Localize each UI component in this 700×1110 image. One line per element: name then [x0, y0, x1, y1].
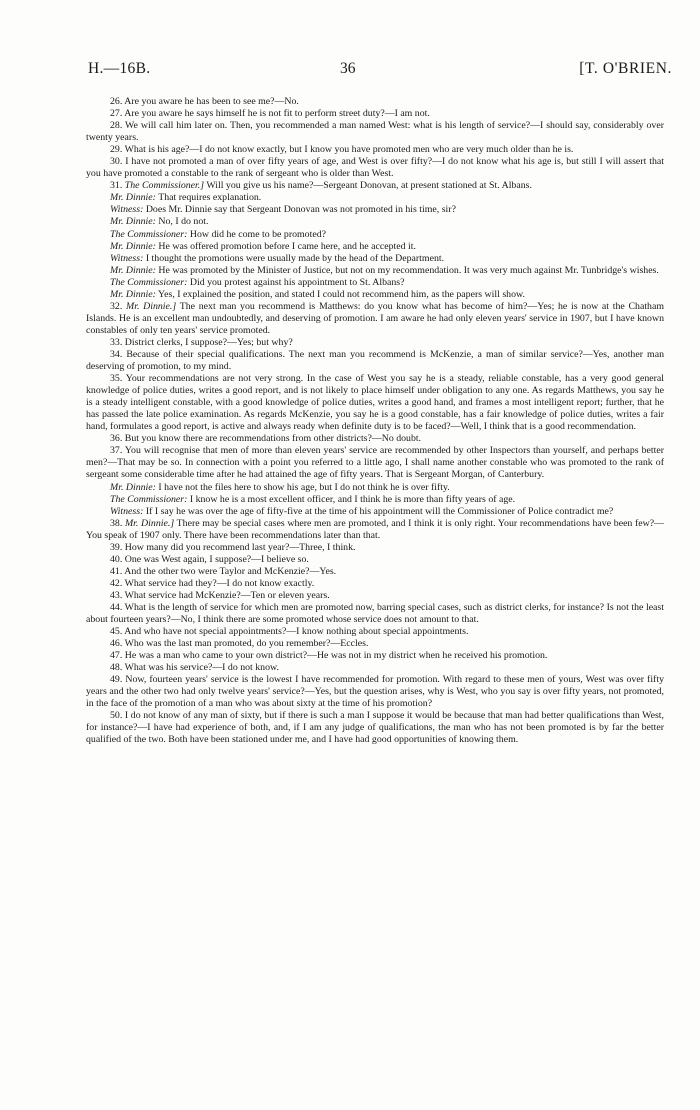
paragraph-text: 48. What was his service?—I do not know. [110, 662, 279, 674]
speaker-label: Mr. Dinnie: [110, 216, 156, 228]
paragraph-text: 45. And who have not special appointments?—I know nothing about special appointments. [110, 626, 469, 638]
page-header [88, 60, 672, 80]
transcript-paragraph [86, 518, 664, 542]
paragraph-text: 44. What is the length of service for which men are promoted now, barring special cases, such as district clerks, for instance? Is not the least about fourteen years?—No, I think there are some promoted whose service does not amount to that. [86, 601, 664, 626]
transcript-paragraph [86, 241, 664, 253]
paragraph-text: No, I do not. [155, 216, 209, 228]
transcript-paragraph [86, 373, 664, 433]
paragraph-text: 40. One was West again, I suppose?—I believe so. [110, 553, 309, 565]
transcript-paragraph [86, 578, 664, 590]
paragraph-text: 36. But you know there are recommendations from other districts?—No doubt. [110, 433, 422, 445]
speaker-label: Witness: [110, 204, 144, 216]
transcript-paragraph [86, 506, 664, 518]
transcript-paragraph [86, 229, 664, 241]
transcript-paragraph [86, 337, 664, 349]
transcript-paragraph [86, 265, 664, 277]
paragraph-text: He was promoted by the Minister of Justice, but not on my recommendation. It was very much against Mr. Tunbridge's wishes. [155, 264, 659, 276]
question-number: 32. [110, 300, 127, 312]
transcript-paragraph [86, 710, 664, 746]
paragraph-text: 46. Who was the last man promoted, do you remember?—Eccles. [110, 638, 369, 650]
transcript-paragraph [86, 482, 664, 494]
speaker-label: Mr. Dinnie: [110, 264, 156, 276]
speaker-label: Mr. Dinnie: [110, 288, 156, 300]
transcript-body [86, 96, 664, 747]
paragraph-text: 29. What is his age?—I do not know exactly, but I know you have promoted men who are very much older than he is. [110, 144, 574, 156]
paragraph-text: I thought the promotions were usually made by the head of the Department. [143, 252, 445, 264]
transcript-paragraph [86, 445, 664, 481]
transcript-paragraph [86, 566, 664, 578]
speaker-name: [T. O'BRIEN. [579, 60, 672, 77]
transcript-paragraph [86, 108, 664, 120]
transcript-paragraph [86, 602, 664, 626]
speaker-label: Witness: [110, 252, 144, 264]
speaker-label: Mr. Dinnie: [110, 240, 156, 252]
paragraph-text: Yes, I explained the position, and stated I could not recommend him, as the papers will show. [155, 288, 525, 300]
paragraph-text: 28. We will call him later on. Then, you recommended a man named West: what is his length of service?—I should say, considerably over twenty years. [86, 120, 664, 144]
transcript-paragraph [86, 253, 664, 265]
question-number: 38. [110, 517, 125, 529]
paragraph-text: How did he come to be promoted? [187, 228, 326, 240]
paragraph-text: 33. District clerks, I suppose?—Yes; but why? [110, 336, 293, 348]
transcript-paragraph [86, 156, 664, 180]
paragraph-text: Does Mr. Dinnie say that Sergeant Donovan was not promoted in his time, sir? [143, 204, 456, 216]
paragraph-text: 42. What service had they?—I do not know exactly. [110, 577, 315, 589]
speaker-label: The Commissioner: [110, 493, 188, 505]
transcript-paragraph [86, 590, 664, 602]
transcript-paragraph [86, 626, 664, 638]
transcript-paragraph [86, 289, 664, 301]
transcript-paragraph [86, 204, 664, 216]
speaker-label: Mr. Dinnie.] [126, 300, 177, 312]
transcript-paragraph [86, 554, 664, 566]
question-number: 31. [110, 180, 125, 192]
speaker-label: The Commissioner: [110, 276, 188, 288]
transcript-paragraph [86, 216, 664, 228]
paragraph-text: 39. How many did you recommend last year?—Three, I think. [110, 541, 356, 553]
speaker-label: Mr. Dinnie: [110, 481, 156, 493]
speaker-label: Mr. Dinnie.] [124, 517, 175, 529]
paragraph-text: If I say he was over the age of fifty-five at the time of his appointment will the Commissioner of Police contradict me? [143, 505, 614, 517]
speaker-label: Mr. Dinnie: [110, 192, 156, 204]
transcript-paragraph [86, 433, 664, 445]
transcript-paragraph [86, 650, 664, 662]
paragraph-text: 43. What service had McKenzie?—Ten or eleven years. [110, 589, 330, 601]
transcript-paragraph [86, 192, 664, 204]
paragraph-text: 26. Are you aware he has been to see me?—No. [110, 96, 299, 107]
paragraph-text: That requires explanation. [155, 192, 262, 204]
transcript-paragraph [86, 542, 664, 554]
transcript-paragraph [86, 349, 664, 373]
paragraph-text: Will you give us his name?—Sergeant Donovan, at present stationed at St. Albans. [204, 180, 532, 192]
document-code: H.—16B. [88, 60, 151, 77]
paragraph-text: 41. And the other two were Taylor and McKenzie?—Yes. [110, 565, 337, 577]
transcript-paragraph [86, 120, 664, 144]
speaker-label: The Commissioner: [110, 228, 188, 240]
transcript-paragraph [86, 494, 664, 506]
paragraph-text: He was offered promotion before I came here, and he accepted it. [155, 240, 416, 252]
transcript-paragraph [86, 662, 664, 674]
paragraph-text: There may be special cases where men are promoted, and I think it is only right. Your recommendations have been few?—You speak of 1907 only. There have been recommendations later than that. [86, 517, 665, 541]
page-number: 36 [340, 60, 356, 77]
paragraph-text: Did you protest against his appointment to St. Albans? [187, 276, 405, 288]
speaker-label: Witness: [110, 505, 144, 517]
paragraph-text: The next man you recommend is Matthews: do you know what has become of him?—Yes; he is now at the Chatham Islands. He is an excellent man undoubtedly, and deserving of promotion. I am aware he had only eleven years' service in 1907, but I have known constables of only ten years' service promoted. [86, 300, 665, 336]
paragraph-text: 35. Your recommendations are not very strong. In the case of West you say he is a steady, reliable constable, has a very good general knowledge of police duties, writes a good report, and is not likely to place himself under obligation to any one. As regards Matthews, you say he is a steady intelligent constable, with a good knowledge of police duties, writes a good hand, and frames a most intelligent report; further, that he has passed the late police examination. As regards McKenzie, you say he is a good constable, has a fair knowledge of police duties, writes a fair hand, formulates a good report, is active and always ready when definite duty is to be faced?—Well, I think that is a good recommendation. [86, 373, 664, 433]
transcript-paragraph [86, 180, 664, 192]
speaker-label: The Commissioner.] [124, 180, 205, 192]
paragraph-text: 27. Are you aware he says himself he is not fit to perform street duty?—I am not. [110, 108, 430, 120]
paragraph-text: 37. You will recognise that men of more than eleven years' service are recommended by other Inspectors than yourself, and perhaps better men?—That may be so. In connection with a point you referred to a little ago, I shall name another constable who was promoted to the rank of sergeant some considerable time after he had attained the age of fifty years. That is Sergeant Morgan, of Canterbury. [86, 445, 664, 481]
transcript-paragraph [86, 674, 664, 710]
transcript-paragraph [86, 277, 664, 289]
paragraph-text: I have not the files here to show his age, but I do not think he is over fifty. [155, 481, 450, 493]
transcript-paragraph [86, 144, 664, 156]
transcript-paragraph [86, 638, 664, 650]
transcript-paragraph [86, 96, 664, 108]
paragraph-text: 49. Now, fourteen years' service is the lowest I have recommended for promotion. With regard to these men of yours, West was over fifty years and the other two had only twelve years' service?—Yes, but the question arises, why is West, who you say is over fifty years, not promoted, in the face of the promotion of a man who was about sixty at the time of his promotion? [86, 674, 664, 710]
transcript-paragraph [86, 301, 664, 337]
paragraph-text: 30. I have not promoted a man of over fifty years of age, and West is over fifty?—I do not know what his age is, but still I will assert that you have promoted a constable to the rank of sergeant who is older than West. [86, 156, 664, 180]
paragraph-text: I know he is a most excellent officer, and I think he is more than fifty years of age. [187, 493, 516, 505]
paragraph-text: 50. I do not know of any man of sixty, but if there is such a man I suppose it would be because that man had better qualifications than West, for instance?—I have had experience of both, and, if I am any judge of qualifications, the man who has not been promoted is by far the better qualified of the two. Both have been stationed under me, and I have had good opportunities of knowing them. [86, 710, 664, 746]
paragraph-text: 47. He was a man who came to your own district?—He was not in my district when he received his promotion. [110, 650, 548, 662]
paragraph-text: 34. Because of their special qualifications. The next man you recommend is McKenzie, a man of similar service?—Yes, another man deserving of promotion, to my mind. [86, 348, 664, 373]
